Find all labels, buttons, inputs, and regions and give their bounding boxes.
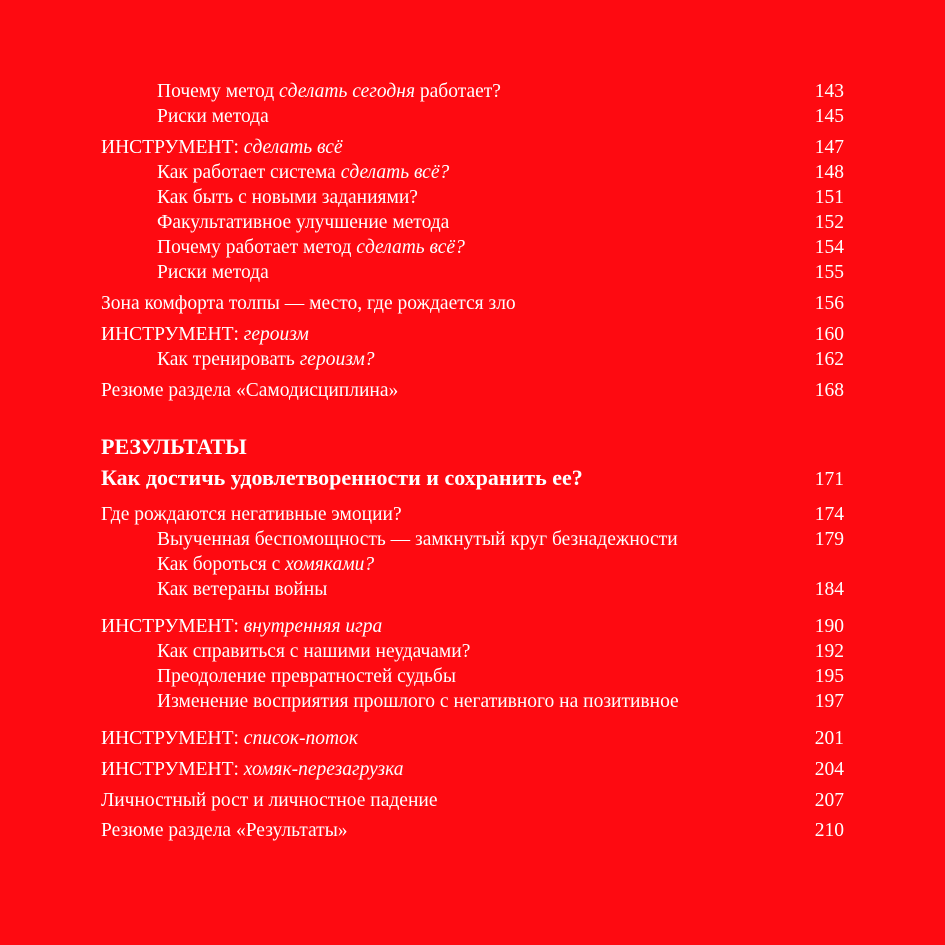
toc-entry <box>0 615 945 639</box>
toc-entry-title-part: Преодоление превратностей судьбы <box>157 666 456 687</box>
toc-entry <box>0 789 945 813</box>
toc-entry <box>0 323 945 347</box>
toc-entry-title <box>157 236 465 260</box>
toc-entry <box>0 503 945 527</box>
toc-entry-title-italic: сделать сегодня <box>279 81 416 102</box>
toc-entry-title <box>157 186 418 210</box>
toc-entry <box>0 640 945 664</box>
toc-entry-page-number: 179 <box>814 529 844 550</box>
toc-entry-page-number: 155 <box>814 262 844 283</box>
toc-entry-page-number: 156 <box>814 293 844 314</box>
section-heading-text: Как достичь удовлетворенности и сохранить ее? <box>101 465 583 490</box>
toc-entry <box>0 348 945 372</box>
toc-entry-title-part: Как ветераны войны <box>157 579 328 600</box>
toc-entry-page-number: 210 <box>814 820 844 841</box>
toc-entry-page-number: 171 <box>814 469 844 490</box>
toc-entry <box>0 292 945 316</box>
toc-entry-page-number: 148 <box>814 162 844 183</box>
toc-entry-page-number: 195 <box>814 666 844 687</box>
toc-entry-page-number: 204 <box>814 759 844 780</box>
toc-entry-title-italic: сделать всё? <box>340 162 450 183</box>
toc-entry-title-italic: героизм <box>243 324 309 345</box>
toc-entry-title-part: Почему работает метод <box>157 237 357 258</box>
toc-entry <box>0 379 945 403</box>
toc-entry-title <box>101 136 343 160</box>
toc-entry-title-part: Личностный рост и личностное падение <box>101 790 438 811</box>
toc-entry-title <box>157 690 679 714</box>
toc-entry <box>0 261 945 285</box>
toc-entry-title-italic: сделать всё? <box>356 237 465 258</box>
toc-entry <box>0 80 945 104</box>
toc-entry-page-number: 162 <box>814 349 844 370</box>
toc-entry-title-part: ИНСТРУМЕНТ: <box>101 137 244 158</box>
toc-entry-title <box>157 161 449 185</box>
toc-entry <box>0 236 945 260</box>
toc-entry-page-number: 174 <box>814 504 844 525</box>
toc-entry-title-part: Как работает система <box>157 162 341 183</box>
toc-entry-title <box>157 528 678 552</box>
toc-entry <box>0 553 945 577</box>
toc-entry-title-part: Изменение восприятия прошлого с негативного на позитивное <box>157 691 679 712</box>
toc-entry-title <box>101 819 348 843</box>
toc-entry-title <box>101 292 516 316</box>
toc-entry-title-part: Риски метода <box>157 262 269 283</box>
toc-entry-title <box>157 578 327 602</box>
toc-entry <box>0 819 945 843</box>
toc-entry-title <box>101 727 358 751</box>
toc-entry-title-part: ИНСТРУМЕНТ: <box>101 728 244 749</box>
toc-entry <box>0 665 945 689</box>
toc-entry-title <box>101 503 402 527</box>
toc-entry-title <box>157 261 269 285</box>
section-heading-text: РЕЗУЛЬТАТЫ <box>101 434 247 459</box>
toc-entry-title-italic: хомяками? <box>285 554 375 575</box>
toc-entry-title-italic: хомяк-перезагрузка <box>243 759 404 780</box>
toc-entry <box>0 161 945 185</box>
toc-entry-page-number: 190 <box>814 616 844 637</box>
toc-entry-page-number: 197 <box>814 691 844 712</box>
toc-entry <box>0 186 945 210</box>
toc-entry <box>0 690 945 714</box>
toc-entry <box>0 105 945 129</box>
toc-entry-title <box>157 665 456 689</box>
toc-entry-page-number: 145 <box>814 106 844 127</box>
toc-entry-title-part: работает? <box>415 81 501 102</box>
toc-entry-title-part: Как бороться с <box>157 554 286 575</box>
toc-entry-title-italic: героизм? <box>299 349 375 370</box>
toc-entry-title-part: Зона комфорта толпы — место, где рождается зло <box>101 293 516 314</box>
toc-entry-page-number: 147 <box>814 137 844 158</box>
toc-entry-title-part: Где рождаются негативные эмоции? <box>101 504 402 525</box>
toc-entry-page-number: 168 <box>814 380 844 401</box>
toc-entry-page-number: 201 <box>814 728 844 749</box>
toc-entry-page-number: 151 <box>814 187 844 208</box>
toc-entry-title-part: Факультативное улучшение метода <box>157 212 450 233</box>
toc-entry-page-number: 143 <box>814 81 844 102</box>
toc-entry-title <box>101 379 398 403</box>
toc-entry-title-italic: список-поток <box>243 728 358 749</box>
toc-entry-title-part: Резюме раздела «Результаты» <box>101 820 348 841</box>
toc-entry-title-part: Как быть с новыми заданиями? <box>157 187 418 208</box>
toc-entry <box>0 727 945 751</box>
toc-entry-title <box>101 758 404 782</box>
toc-entry-title <box>157 348 375 372</box>
toc-entry-title <box>157 80 501 104</box>
toc-entry-title-italic: сделать всё <box>243 137 343 158</box>
toc-entry-title-part: Риски метода <box>157 106 269 127</box>
toc-entry-title <box>101 323 309 347</box>
toc-entry-title <box>157 211 449 235</box>
toc-entry-page-number: 160 <box>814 324 844 345</box>
toc-entry <box>0 136 945 160</box>
toc-entry-page-number: 152 <box>814 212 844 233</box>
toc-entry-title-italic: внутренняя игра <box>243 616 383 637</box>
toc-entry-title <box>101 789 437 813</box>
toc-entry-page-number: 184 <box>814 579 844 600</box>
toc-entry-title-part: ИНСТРУМЕНТ: <box>101 616 244 637</box>
toc-entry <box>0 211 945 235</box>
toc-entry-page-number: 154 <box>814 237 844 258</box>
toc-entry-title <box>157 553 374 577</box>
toc-entry-title-part: Резюме раздела «Самодисциплина» <box>101 380 399 401</box>
toc-entry-title <box>101 615 382 639</box>
toc-entry-title-part: Как справиться с нашими неудачами? <box>157 641 471 662</box>
toc-entry-title <box>157 105 269 129</box>
toc-entry-title-part: ИНСТРУМЕНТ: <box>101 324 244 345</box>
toc-entry <box>0 758 945 782</box>
toc-entry <box>0 528 945 552</box>
toc-entry-title <box>157 640 470 664</box>
toc-entry-page-number: 207 <box>814 790 844 811</box>
toc-entry-title-part: Почему метод <box>157 81 279 102</box>
toc-entry-title-part: ИНСТРУМЕНТ: <box>101 759 244 780</box>
toc-entry <box>0 578 945 602</box>
toc-entry-title-part: Выученная беспомощность — замкнутый круг безнадежности <box>157 529 678 550</box>
toc-entry-page-number: 192 <box>814 641 844 662</box>
toc-entry-title-part: Как тренировать <box>157 349 300 370</box>
